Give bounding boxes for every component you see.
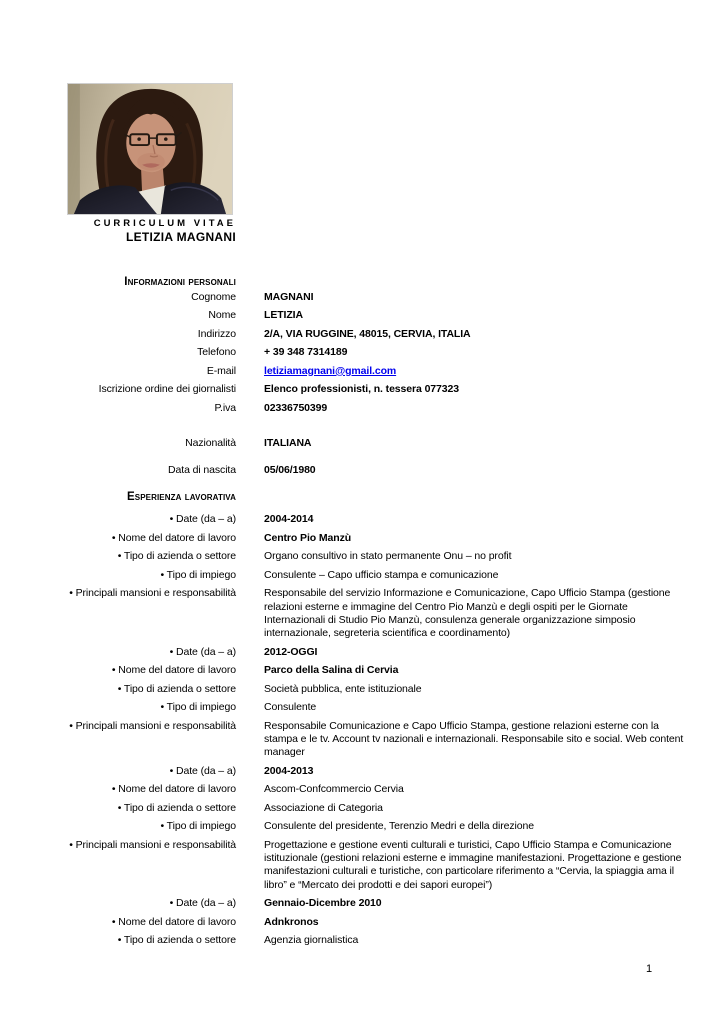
experience-duties-row <box>58 587 724 640</box>
address-value: 2/A, VIA RUGGINE, 48015, CERVIA, ITALIA <box>264 327 471 340</box>
surname-value: MAGNANI <box>264 290 314 303</box>
personal-info-heading: Informazioni personali <box>124 275 236 288</box>
experience-employer-row <box>58 916 724 929</box>
email-link[interactable]: letiziamagnani@gmail.com <box>264 364 397 377</box>
personal-info-row <box>58 437 724 450</box>
document-title: CURRICULUM VITAE <box>93 218 236 229</box>
header-titles <box>67 218 236 243</box>
phone-label: Telefono <box>197 346 236 359</box>
experience-date-row <box>58 513 724 526</box>
sector-value: Agenzia giornalistica <box>264 934 359 947</box>
experience-section-heading-row <box>58 491 724 504</box>
page-number: 1 <box>646 963 653 975</box>
sector-value: Organo consultivo in stato permanente Onu – no profit <box>264 550 512 563</box>
date-label: • Date (da – a) <box>169 513 236 526</box>
experience-role-row <box>58 820 724 833</box>
role-value: Consulente del presidente, Terenzio Medri e della direzione <box>264 820 534 833</box>
employer-label: • Nome del datore di lavoro <box>111 664 236 677</box>
experience-sector-row <box>58 683 724 696</box>
firstname-value: LETIZIA <box>264 309 303 322</box>
sector-label: • Tipo di azienda o settore <box>117 934 236 947</box>
date-value: 2012-OGGI <box>264 645 318 658</box>
duties-value: Responsabile Comunicazione e Capo Ufficio Stampa, gestione relazioni esterne con la stampa e le tv. Account tv nazionali e internazionali. Responsabile sito e social. Web content manager <box>264 719 684 759</box>
date-value: 2004-2013 <box>264 764 314 777</box>
personal-info-row <box>58 328 724 341</box>
experience-date-row <box>58 765 724 778</box>
date-value: 2004-2014 <box>264 513 314 526</box>
experience-duties-row <box>58 720 724 760</box>
experience-employer-row <box>58 532 724 545</box>
employer-label: • Nome del datore di lavoro <box>111 531 236 544</box>
duties-label: • Principali mansioni e responsabilità <box>69 587 236 600</box>
experience-duties-row <box>58 839 724 892</box>
nationality-value: ITALIANA <box>264 437 312 449</box>
employer-value: Adnkronos <box>264 915 319 928</box>
sector-label: • Tipo di azienda o settore <box>117 550 236 563</box>
personal-info-row <box>58 383 724 396</box>
vat-value: 02336750399 <box>264 401 328 414</box>
nationality-label: Nazionalità <box>185 437 236 449</box>
experience-role-row <box>58 701 724 714</box>
role-label: • Tipo di impiego <box>160 820 236 833</box>
birthdate-label: Data di nascita <box>168 463 236 476</box>
personal-info-row <box>58 365 724 378</box>
employer-value: Ascom-Confcommercio Cervia <box>264 783 404 796</box>
vat-label: P.iva <box>214 401 236 414</box>
role-value: Consulente – Capo ufficio stampa e comunicazione <box>264 568 499 581</box>
experience-sector-row <box>58 802 724 815</box>
address-label: Indirizzo <box>197 327 236 340</box>
personal-info-section-heading-row <box>58 276 724 289</box>
duties-value: Responsabile del servizio Informazione e Comunicazione, Capo Ufficio Stampa (gestione relazioni esterne e immagine del Centro Pio Manzù e degli ospiti per le Giornate Internazionali di Studio Pio Manzù, consulenza generale organizzazione simposio internazionale, segreteria scientifica e coordinamento) <box>264 587 671 640</box>
duties-label: • Principali mansioni e responsabilità <box>69 838 236 851</box>
experience-heading: Esperienza lavorativa <box>127 490 236 503</box>
experience-date-row <box>58 646 724 659</box>
phone-value: + 39 348 7314189 <box>264 346 348 359</box>
duties-label: • Principali mansioni e responsabilità <box>69 719 236 732</box>
email-label: E-mail <box>206 364 236 377</box>
journalist-registry-value: Elenco professionisti, n. tessera 077323 <box>264 383 460 396</box>
employer-value: Parco della Salina di Cervia <box>264 664 399 677</box>
experience-sector-row <box>58 550 724 563</box>
person-name: LETIZIA MAGNANI <box>125 229 236 244</box>
experience-employer-row <box>58 664 724 677</box>
sector-value: Associazione di Categoria <box>264 801 383 814</box>
employer-label: • Nome del datore di lavoro <box>111 783 236 796</box>
duties-value: Progettazione e gestione eventi culturali e turistici, Capo Ufficio Stampa e Comunicazione istituzionale (gestioni relazioni esterne e immagine manifestazioni. Progettazione e gestione manifestazioni culturali e turistiche, con particolare riferimento a “Cervia, la spiaggia ama il libro” e “Mercato dei prodotti e dei sapori europei”) <box>264 838 682 891</box>
experience-sector-row <box>58 934 724 947</box>
employer-value: Centro Pio Manzù <box>264 531 352 544</box>
portrait-illustration <box>68 84 232 214</box>
employer-label: • Nome del datore di lavoro <box>111 915 236 928</box>
sector-label: • Tipo di azienda o settore <box>117 801 236 814</box>
personal-info-row <box>58 291 724 304</box>
personal-info-row <box>58 309 724 322</box>
personal-info-row <box>58 346 724 359</box>
portrait-photo <box>67 83 233 215</box>
personal-info-row <box>58 402 724 415</box>
date-label: • Date (da – a) <box>169 645 236 658</box>
firstname-label: Nome <box>208 309 236 322</box>
date-label: • Date (da – a) <box>169 897 236 910</box>
journalist-registry-label: Iscrizione ordine dei giornalisti <box>98 383 236 396</box>
date-label: • Date (da – a) <box>169 764 236 777</box>
surname-label: Cognome <box>191 290 236 303</box>
date-value: Gennaio-Dicembre 2010 <box>264 897 382 910</box>
experience-date-row <box>58 897 724 910</box>
role-label: • Tipo di impiego <box>160 568 236 581</box>
personal-info-row <box>58 464 724 477</box>
role-value: Consulente <box>264 701 317 714</box>
role-label: • Tipo di impiego <box>160 701 236 714</box>
sector-value: Società pubblica, ente istituzionale <box>264 682 422 695</box>
experience-role-row <box>58 569 724 582</box>
birthdate-value: 05/06/1980 <box>264 463 316 476</box>
sector-label: • Tipo di azienda o settore <box>117 682 236 695</box>
experience-employer-row <box>58 783 724 796</box>
